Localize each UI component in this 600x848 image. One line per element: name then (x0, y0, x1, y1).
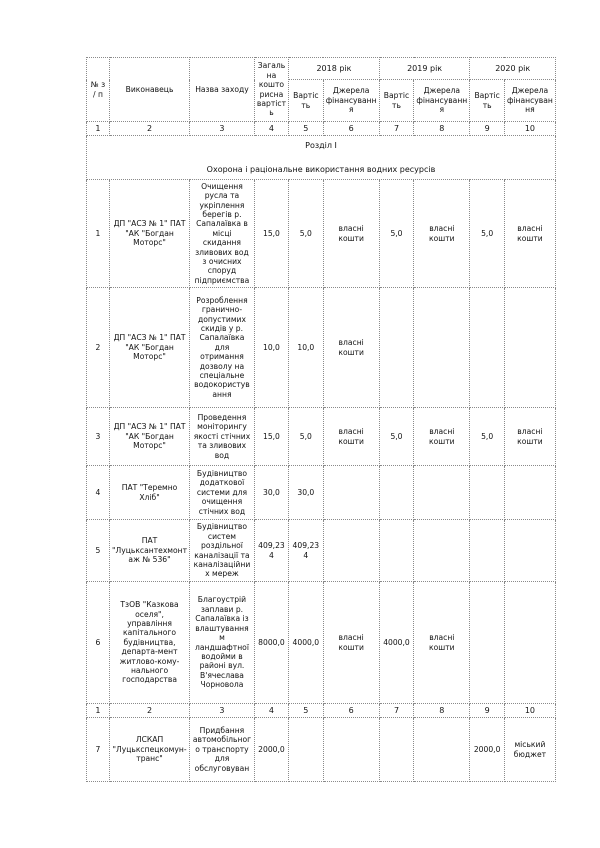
table-row (87, 288, 556, 408)
header-total: Загальна кошторисна вартість (254, 58, 288, 122)
row-executor: ТзОВ "Казкова оселя", управління капітального будівництва, департа-мент житлово-кому-нального господарства (109, 582, 189, 704)
row-cost-2018: 5,0 (289, 408, 323, 466)
row-source-2018: власні кошти (323, 288, 379, 408)
row-source-2019: власні кошти (414, 408, 470, 466)
column-number: 3 (190, 122, 255, 136)
column-number: 6 (323, 704, 379, 718)
table-row (87, 408, 556, 466)
row-source-2018 (323, 718, 379, 782)
row-cost-2020: 2000,0 (470, 718, 504, 782)
row-cost-2020: 5,0 (470, 408, 504, 466)
row-total: 30,0 (254, 466, 288, 520)
row-executor: ПАТ "Теремно Хліб" (109, 466, 189, 520)
row-source-2019: власні кошти (414, 582, 470, 704)
table-row (87, 582, 556, 704)
header-row (87, 58, 556, 80)
row-source-2020 (504, 288, 555, 408)
row-executor: ДП "АСЗ № 1" ПАТ "АК "Богдан Моторс" (109, 180, 189, 288)
column-number: 3 (190, 704, 255, 718)
column-number: 4 (254, 704, 288, 718)
row-cost-2018: 409,234 (289, 520, 323, 582)
column-number: 4 (254, 122, 288, 136)
row-measure: Будівництво систем роздільної каналізації та каналізаційних мереж (190, 520, 255, 582)
row-number: 6 (87, 582, 110, 704)
row-cost-2019: 4000,0 (379, 582, 413, 704)
row-source-2018 (323, 466, 379, 520)
row-source-2020: власні кошти (504, 408, 555, 466)
column-number: 9 (470, 704, 504, 718)
column-number-row (87, 704, 556, 718)
row-source-2019: власні кошти (414, 180, 470, 288)
row-executor: ЛСКАП "Луцькспецкомун-транс" (109, 718, 189, 782)
row-cost-2018: 5,0 (289, 180, 323, 288)
row-executor: ДП "АСЗ № 1" ПАТ "АК "Богдан Моторс" (109, 288, 189, 408)
header-year-2018: 2018 рік (289, 58, 380, 80)
section-subtitle: Охорона і раціональне використання водних ресурсів (206, 164, 436, 174)
header-executor: Виконавець (109, 58, 189, 122)
column-number: 5 (289, 704, 323, 718)
column-number: 1 (87, 704, 110, 718)
header-year-2020: 2020 рік (470, 58, 556, 80)
row-cost-2020: 5,0 (470, 180, 504, 288)
row-total: 409,234 (254, 520, 288, 582)
table-row (87, 718, 556, 782)
row-measure: Розроблення гранично-допустимих скидів у р. Сапалаївка для отримання дозволу на спеціальне водокористування (190, 288, 255, 408)
header-cost: Вартість (289, 80, 323, 122)
table-row (87, 180, 556, 288)
table-row (87, 466, 556, 520)
column-number: 2 (109, 122, 189, 136)
section-heading (87, 136, 556, 180)
row-number: 7 (87, 718, 110, 782)
row-cost-2019 (379, 466, 413, 520)
row-measure: Будівництво додаткової системи для очищення стічних вод (190, 466, 255, 520)
row-executor: ПАТ "Луцьксантехмонтаж № 536" (109, 520, 189, 582)
header-measure: Назва заходу (190, 58, 255, 122)
column-number: 9 (470, 122, 504, 136)
column-number: 8 (414, 704, 470, 718)
row-cost-2020 (470, 466, 504, 520)
column-number: 2 (109, 704, 189, 718)
program-table (86, 57, 556, 782)
row-total: 2000,0 (254, 718, 288, 782)
column-number: 7 (379, 122, 413, 136)
row-source-2018: власні кошти (323, 582, 379, 704)
row-source-2018: власні кошти (323, 180, 379, 288)
row-source-2020 (504, 520, 555, 582)
column-number: 6 (323, 122, 379, 136)
row-number: 4 (87, 466, 110, 520)
row-cost-2020 (470, 288, 504, 408)
row-measure: Благоустрій заплави р. Сапалаївка із влаштування м ландшафтної водойми в районі вул. В'ячеслава Чорновола (190, 582, 255, 704)
row-total: 15,0 (254, 408, 288, 466)
row-source-2020: міський бюджет (504, 718, 555, 782)
row-total: 15,0 (254, 180, 288, 288)
column-number: 1 (87, 122, 110, 136)
header-source: Джерела фінансування (504, 80, 555, 122)
row-executor: ДП "АСЗ № 1" ПАТ "АК "Богдан Моторс" (109, 408, 189, 466)
row-number: 1 (87, 180, 110, 288)
row-cost-2020 (470, 582, 504, 704)
row-measure: Проведення моніторингу якості стічних та зливових вод (190, 408, 255, 466)
row-source-2018 (323, 520, 379, 582)
row-total: 10,0 (254, 288, 288, 408)
row-source-2020: власні кошти (504, 180, 555, 288)
table-row (87, 520, 556, 582)
row-source-2019 (414, 288, 470, 408)
row-total: 8000,0 (254, 582, 288, 704)
column-number: 5 (289, 122, 323, 136)
column-number: 10 (504, 704, 555, 718)
row-measure: Очищення русла та укріплення берегів р. Сапалаївка в місці скидання зливових вод з очисних споруд підприємства (190, 180, 255, 288)
row-source-2018: власні кошти (323, 408, 379, 466)
row-cost-2018 (289, 718, 323, 782)
row-number: 5 (87, 520, 110, 582)
column-number: 10 (504, 122, 555, 136)
header-cost: Вартість (470, 80, 504, 122)
row-source-2020 (504, 466, 555, 520)
column-number: 7 (379, 704, 413, 718)
row-number: 3 (87, 408, 110, 466)
header-year-2019: 2019 рік (379, 58, 470, 80)
row-number: 2 (87, 288, 110, 408)
row-cost-2019: 5,0 (379, 180, 413, 288)
row-cost-2019 (379, 718, 413, 782)
header-cost: Вартість (379, 80, 413, 122)
row-cost-2020 (470, 520, 504, 582)
column-number: 8 (414, 122, 470, 136)
section-title: Розділ І (305, 140, 337, 150)
row-cost-2018: 30,0 (289, 466, 323, 520)
row-source-2019 (414, 520, 470, 582)
row-source-2019 (414, 466, 470, 520)
row-cost-2018: 4000,0 (289, 582, 323, 704)
column-number-row (87, 122, 556, 136)
header-source: Джерела фінансування (414, 80, 470, 122)
row-cost-2019: 5,0 (379, 408, 413, 466)
header-num: № з / п (87, 58, 110, 122)
row-source-2020 (504, 582, 555, 704)
row-source-2019 (414, 718, 470, 782)
row-measure: Придбання автомобільного транспорту для обслуговуван (190, 718, 255, 782)
row-cost-2019 (379, 520, 413, 582)
row-cost-2019 (379, 288, 413, 408)
row-cost-2018: 10,0 (289, 288, 323, 408)
header-source: Джерела фінансування (323, 80, 379, 122)
section-row (87, 136, 556, 180)
